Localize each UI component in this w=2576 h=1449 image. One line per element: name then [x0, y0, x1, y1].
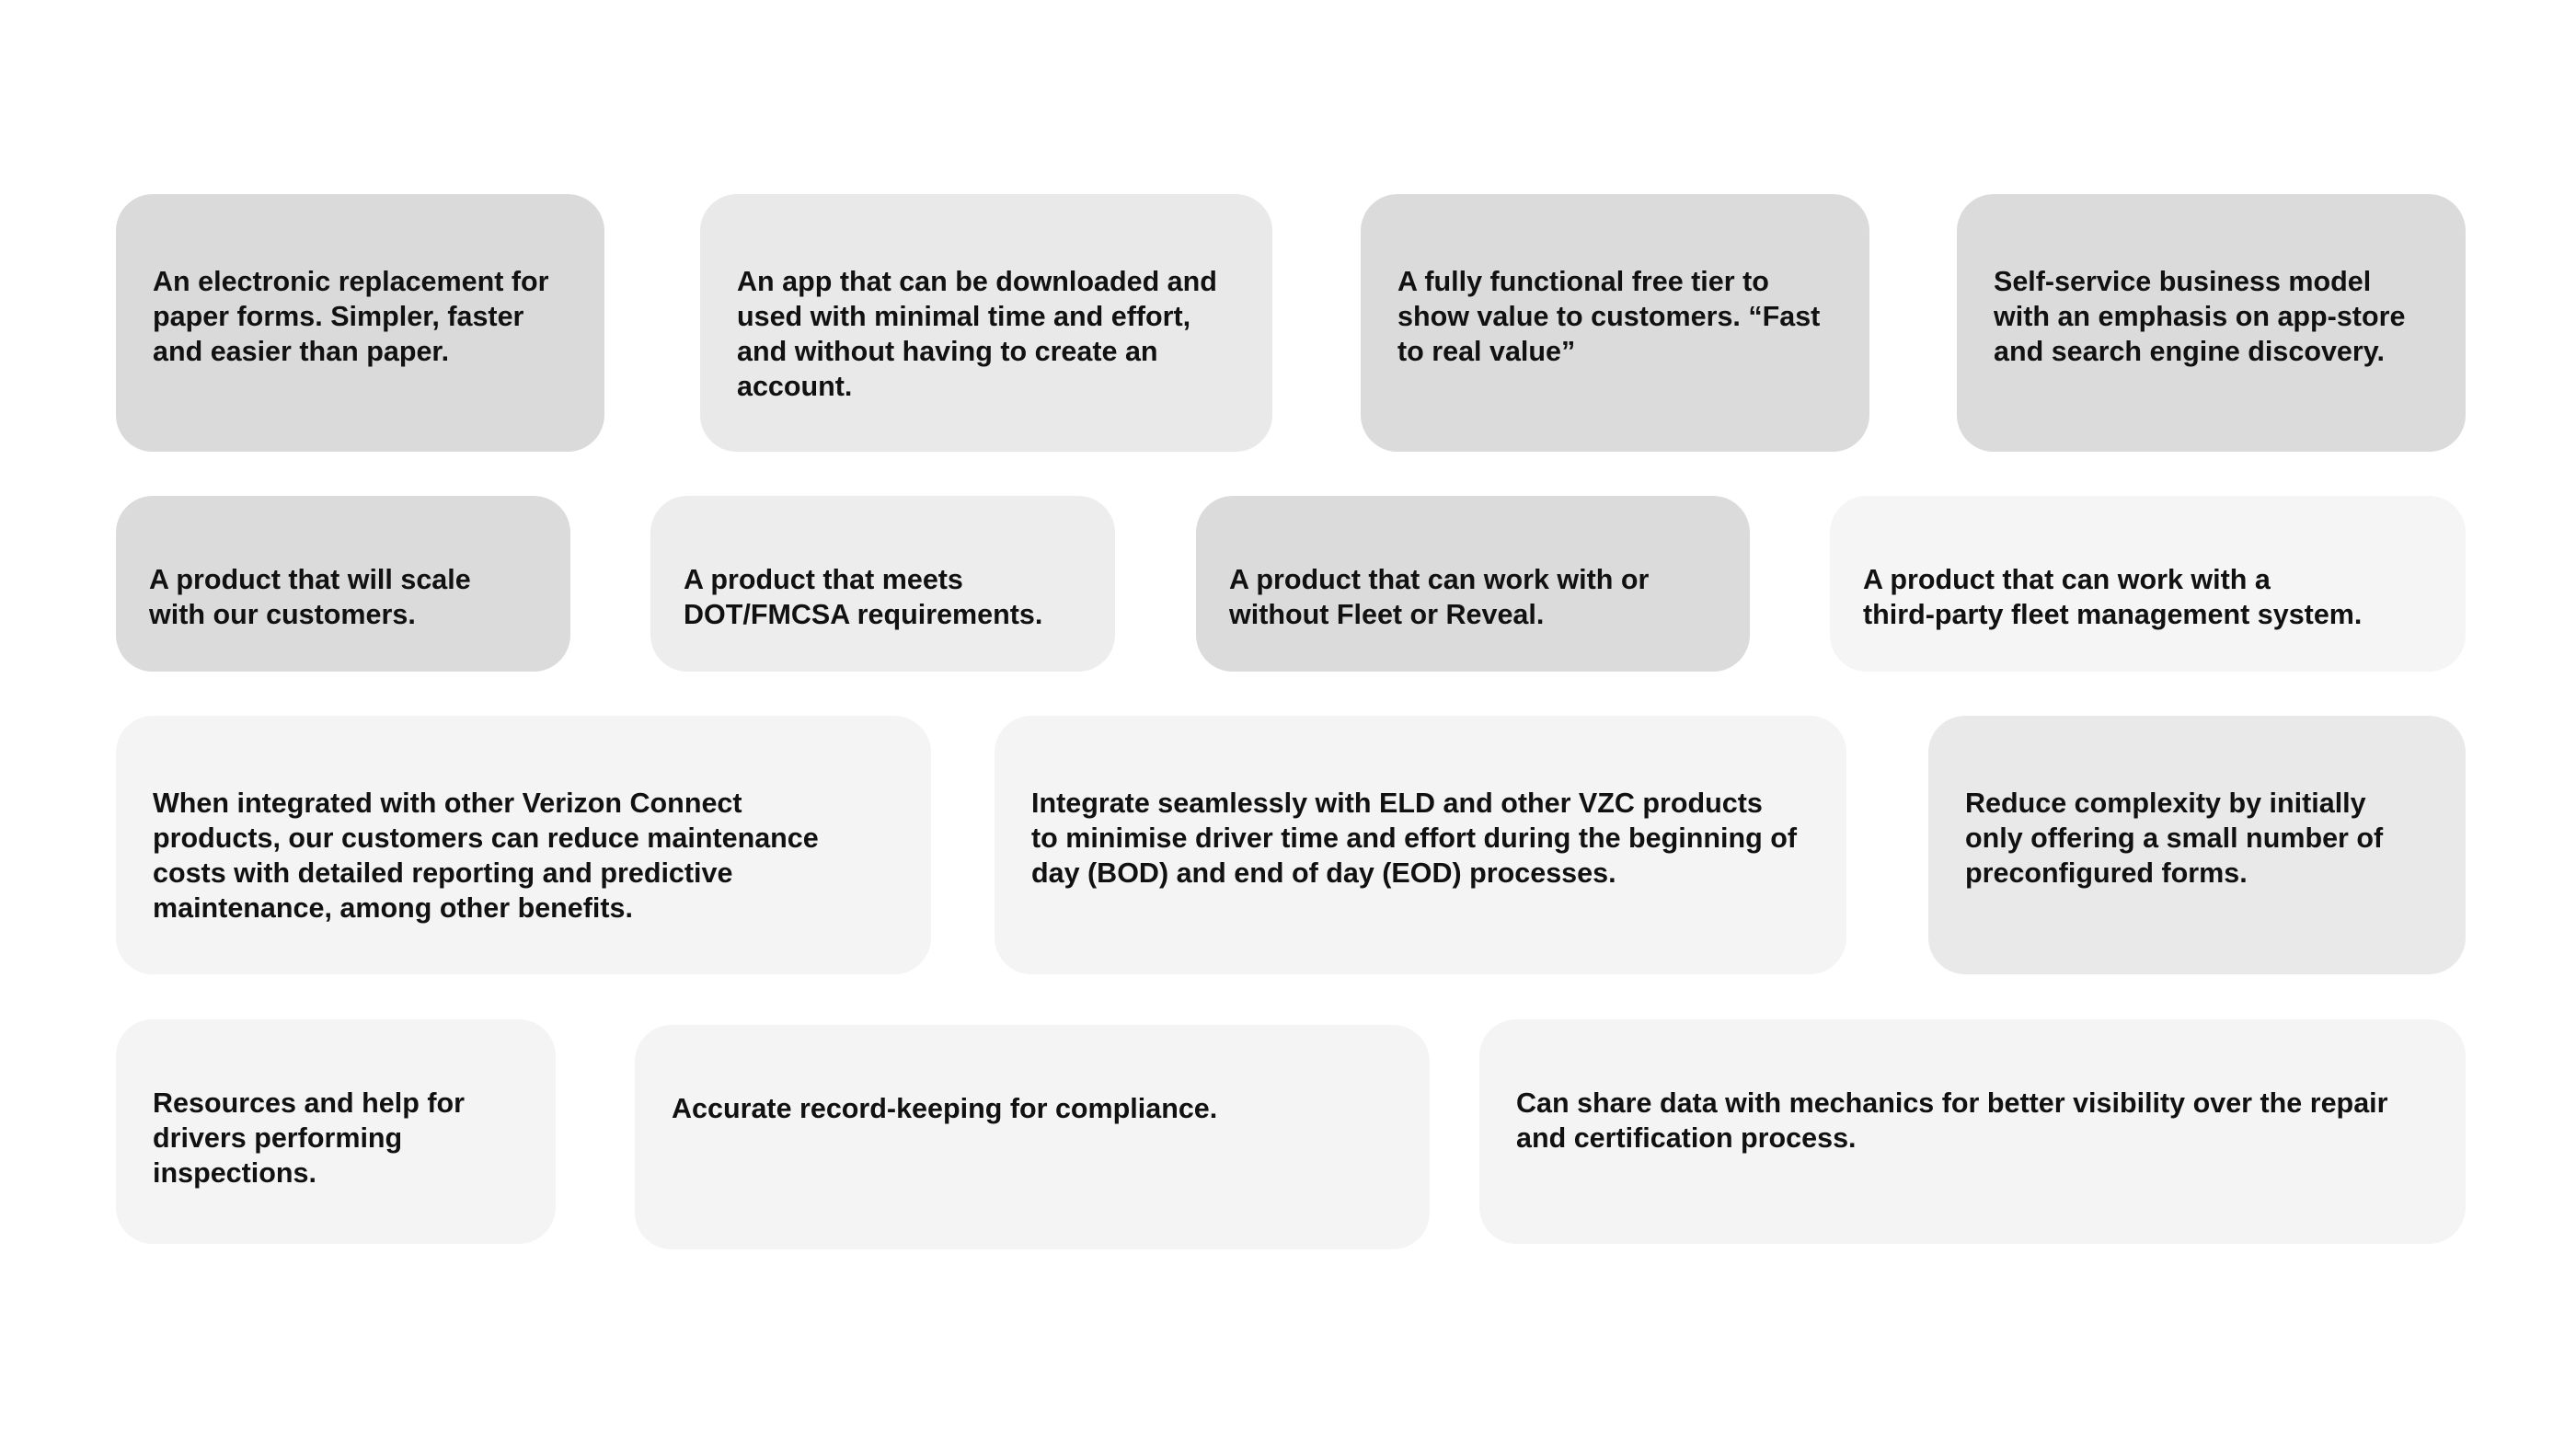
requirement-text: Integrate seamlessly with ELD and other VZC products to minimise driver time and effort during the beginning of day (BOD) and end of day (EOD) processes. — [1031, 788, 1798, 889]
requirement-card — [1361, 194, 1869, 452]
requirement-text: Accurate record-keeping for compliance. — [672, 1093, 1218, 1124]
requirement-card — [1928, 716, 2466, 974]
requirement-text: Can share data with mechanics for better visibility over the repair and certification process. — [1516, 1087, 2388, 1154]
requirement-card — [650, 496, 1115, 672]
requirement-card — [1957, 194, 2466, 452]
requirement-text: When integrated with other Verizon Connect products, our customers can reduce maintenance costs with detailed reporting and predictive maintenance, among other benefits. — [153, 788, 819, 924]
requirement-card — [116, 496, 570, 672]
requirement-text: Reduce complexity by initially only offering a small number of preconfigured forms. — [1965, 788, 2384, 889]
requirement-text: Resources and help for drivers performing inspections. — [153, 1087, 465, 1189]
requirement-card — [635, 1025, 1430, 1249]
requirement-text: A fully functional free tier to show value to customers. “Fast to real value” — [1397, 266, 1821, 367]
requirement-card — [116, 194, 604, 452]
requirement-card — [700, 194, 1272, 452]
requirement-card — [1479, 1019, 2466, 1244]
requirement-text: An app that can be downloaded and used with minimal time and effort, and without having to create an account. — [737, 266, 1217, 402]
requirement-card — [116, 1019, 556, 1244]
requirement-text: A product that can work with a third-party fleet management system. — [1863, 564, 2363, 630]
requirement-text: Self-service business model with an emphasis on app-store and search engine discovery. — [1994, 266, 2406, 367]
requirement-card — [1196, 496, 1750, 672]
requirement-card — [116, 716, 931, 974]
requirement-card — [1830, 496, 2466, 672]
requirement-text: A product that will scale with our customers. — [149, 564, 471, 630]
requirement-text: A product that can work with or without Fleet or Reveal. — [1229, 564, 1650, 630]
requirement-text: A product that meets DOT/FMCSA requirements. — [684, 564, 1043, 630]
requirement-text: An electronic replacement for paper forms. Simpler, faster and easier than paper. — [153, 266, 549, 367]
requirement-card — [995, 716, 1846, 974]
